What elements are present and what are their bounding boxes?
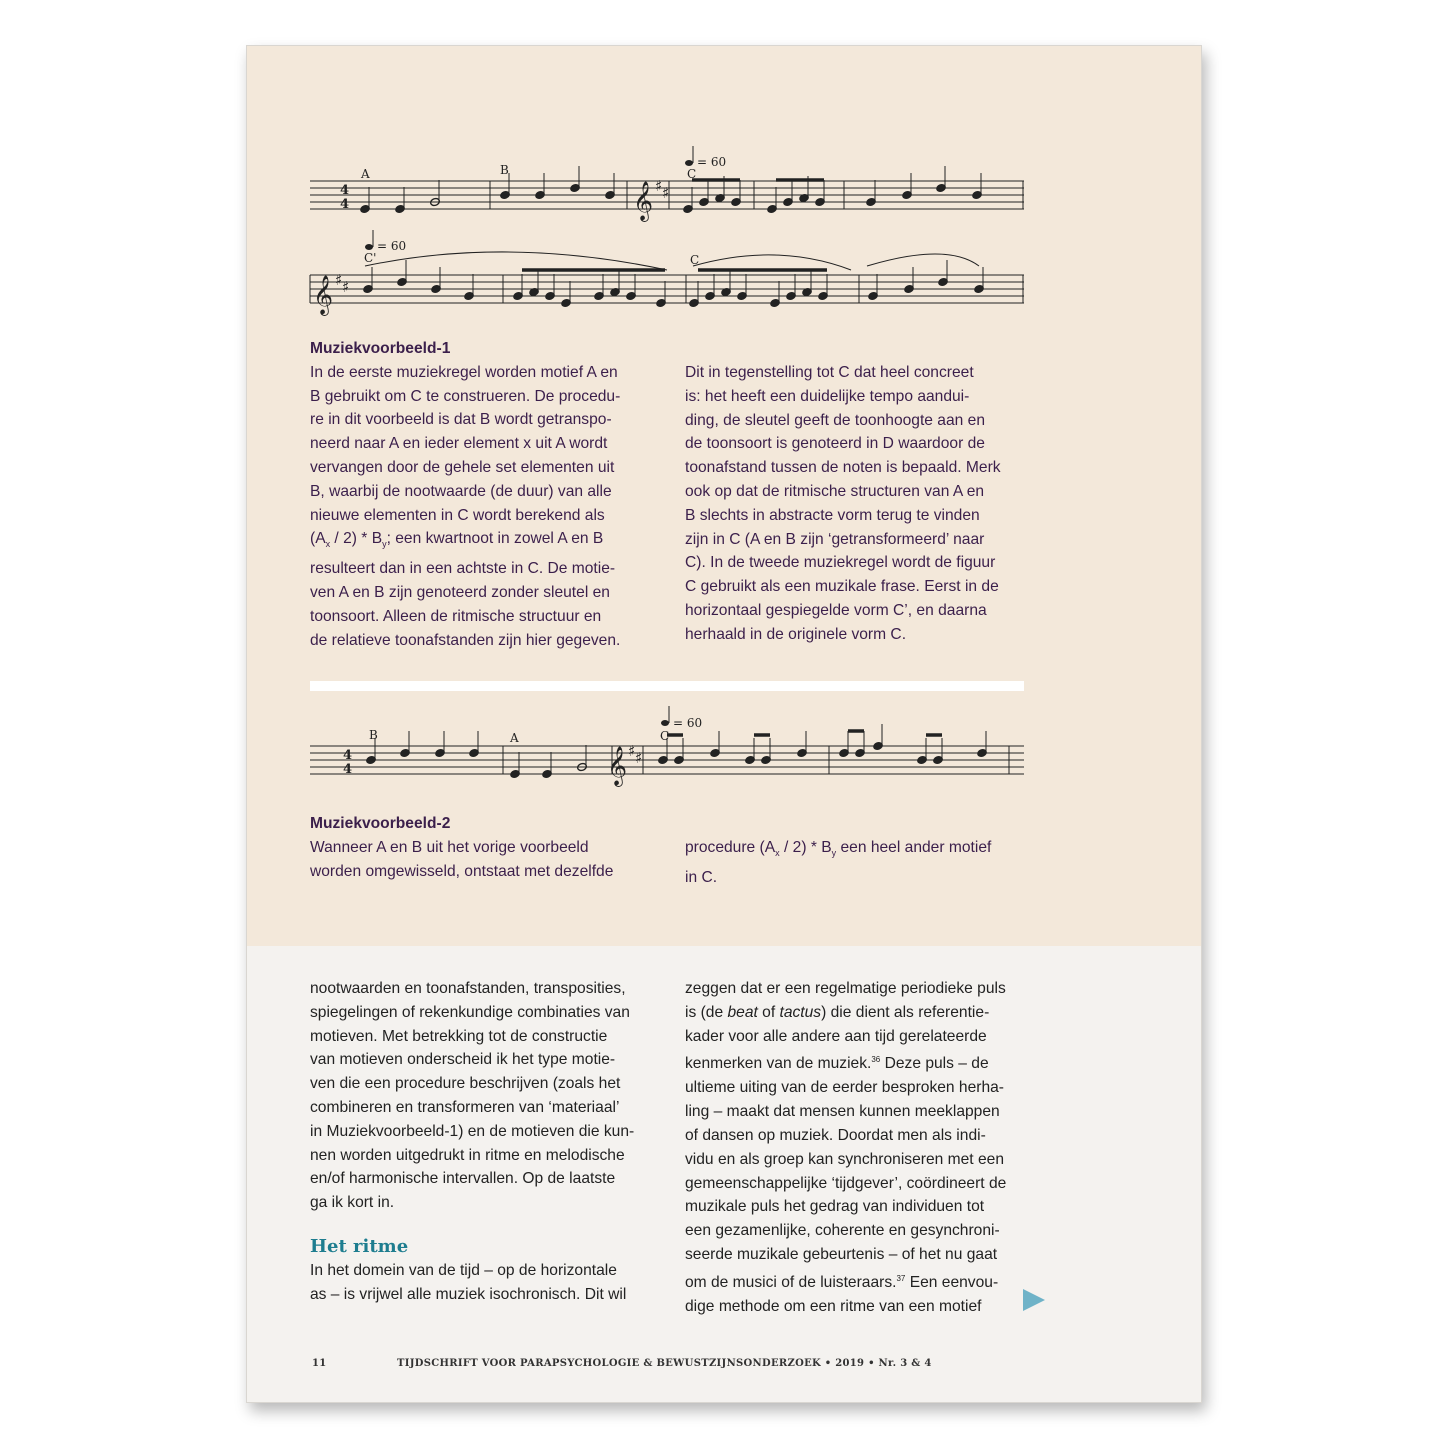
text-line: herhaald in de originele vorm C.	[685, 625, 907, 643]
text-line: ook op dat de ritmische structuren van A en	[685, 482, 985, 500]
continue-arrow-icon	[1023, 1289, 1045, 1311]
text-line: gemeenschappelijke ‘tijdgever’, coördineert de	[685, 1174, 1007, 1192]
example1-col1	[310, 337, 655, 652]
treble-clef-icon: 𝄞	[633, 181, 654, 221]
text-line: as – is vrijwel alle muziek isochronisch. Dit wil	[310, 1285, 627, 1303]
staff-row-2	[310, 252, 1024, 303]
text-line: In het domein van de tijd – op de horizontale	[310, 1261, 617, 1279]
motif-label: B	[500, 163, 509, 177]
motif-label: C	[690, 253, 700, 267]
text-line: B slechts in abstracte vorm terug te vinden	[685, 506, 980, 524]
motif-label: C	[687, 167, 697, 181]
text-line: in Muziekvoorbeeld-1) en de motieven die kun-	[310, 1122, 635, 1140]
text-line: nen worden uitgedrukt in ritme en melodische	[310, 1146, 625, 1164]
text-line: om de musici of de luisteraars.$^{37}$ Een eenvou-	[685, 1273, 999, 1291]
example1-caption: Muziekvoorbeeld-1	[310, 340, 451, 357]
text-line: Dit in tegenstelling tot C dat heel concreet	[685, 364, 974, 381]
treble-clef-icon: 𝄞	[607, 746, 628, 786]
example2-col1	[310, 812, 655, 883]
time-sig-top-3: 4	[343, 748, 353, 763]
text-line: C gebruikt als een muzikale frase. Eerst in de	[685, 578, 999, 596]
text-line: toonsoort. Alleen de ritmische structuur en	[310, 607, 602, 625]
text-line: resulteert dan in een achtste in C. De motie-	[310, 560, 616, 578]
text-line: spiegelingen of rekenkundige combinaties van	[310, 1003, 630, 1021]
body-col2	[685, 977, 1030, 1319]
example-box	[247, 46, 1201, 946]
text-line: ven die een procedure beschrijven (zoals het	[310, 1075, 621, 1093]
text-line: ultieme uiting van de eerder besproken herha-	[685, 1079, 1005, 1097]
sharp-icon: ♯	[628, 742, 636, 760]
text-line: Wanneer A en B uit het vorige voorbeeld	[310, 838, 589, 856]
tempo-mark: = 60	[673, 716, 703, 730]
tempo-mark: = 60	[377, 239, 407, 253]
journal-footer: TIJDSCHRIFT VOOR PARAPSYCHOLOGIE & BEWUSTZIJNSONDERZOEK • 2019 • Nr. 3 & 4	[397, 1358, 932, 1369]
text-line: procedure $(A_x / 2) * B_y$ een heel ander motief	[685, 839, 992, 859]
text-line: B, waarbij de nootwaarde (de duur) van alle	[310, 482, 612, 500]
text-line: combineren en transformeren van ‘materiaal’	[310, 1098, 620, 1116]
text-line: kenmerken van de muziek.$^{36}$ Deze puls – de	[685, 1055, 989, 1073]
text-line: de relatieve toonafstanden zijn hier gegeven.	[310, 631, 621, 649]
example2-caption: Muziekvoorbeeld-2	[310, 815, 451, 832]
motif-label: B	[369, 728, 378, 742]
sharp-icon: ♯	[335, 271, 343, 289]
example2-col2	[685, 836, 1030, 890]
text-line: neerd naar A en ieder element x uit A wordt	[310, 435, 608, 453]
text-line: ding, de sleutel geeft de toonhoogte aan en	[685, 411, 985, 429]
time-sig-bottom-3: 4	[343, 762, 353, 777]
motif-label: A	[510, 731, 519, 745]
motif-label: C	[660, 729, 670, 743]
time-sig-bottom-1: 4	[340, 197, 350, 212]
text-line: worden omgewisseld, ontstaat met dezelfde	[310, 862, 614, 880]
magazine-page	[246, 45, 1202, 1403]
text-line: zijn in C (A en B zijn ‘getransformeerd’ naar	[685, 530, 985, 548]
text-line: motieven. Met betrekking tot de constructie	[310, 1027, 608, 1045]
motif-label: A	[361, 167, 370, 181]
treble-clef-icon: 𝄞	[313, 275, 334, 315]
text-line: muzikale puls het gedrag van individuen tot	[685, 1198, 985, 1216]
text-line: dige methode om een ritme van een motief	[685, 1297, 982, 1315]
text-line: toonafstand tussen de noten is bepaald. Merk	[685, 459, 1001, 477]
text-line: zeggen dat er een regelmatige periodieke puls	[685, 980, 1006, 997]
sharp-icon: ♯	[662, 184, 670, 202]
text-line: B gebruikt om C te construeren. De procedu-	[310, 387, 621, 405]
text-line: vidu en als groep kan synchroniseren met een	[685, 1150, 1004, 1168]
tempo-mark: = 60	[697, 155, 727, 169]
text-line: of dansen op muziek. Doordat men als indi-	[685, 1126, 986, 1144]
text-line: de toonsoort is genoteerd in D waardoor de	[685, 435, 985, 453]
text-line: van motieven onderscheid ik het type motie-	[310, 1051, 616, 1069]
text-line: nieuwe elementen in C wordt berekend als	[310, 506, 605, 524]
text-line: seerde muzikale gebeurtenis – of het nu gaat	[685, 1245, 998, 1263]
page-number: 11	[312, 1358, 327, 1369]
text-line: $(A_x / 2) * B_y$; een kwartnoot in zowel A en B	[310, 530, 604, 550]
divider	[310, 681, 1024, 691]
sharp-icon: ♯	[635, 749, 643, 767]
text-line: vervangen door de gehele set elementen uit	[310, 458, 615, 476]
body-col1	[310, 977, 655, 1307]
text-line: is (de beat of tactus) die dient als referentie-	[685, 1003, 990, 1021]
text-line: ling – maakt dat mensen kunnen meeklappen	[685, 1103, 1000, 1121]
text-line: In de eerste muziekregel worden motief A en	[310, 363, 618, 381]
text-line: nootwaarden en toonafstanden, transposities,	[310, 980, 626, 997]
example1-col2	[685, 361, 1030, 647]
text-line: en/of harmonische intervallen. Op de laatste	[310, 1170, 616, 1188]
motif-label: C'	[364, 251, 377, 265]
sharp-icon: ♯	[342, 278, 350, 296]
text-line: ga ik kort in.	[310, 1194, 395, 1212]
section-heading: Het ritme	[310, 1235, 409, 1257]
text-line: re in dit voorbeeld is dat B wordt getranspo-	[310, 411, 612, 429]
text-line: is: het heeft een duidelijke tempo aandui-	[685, 387, 970, 405]
text-line: een gezamenlijke, coherente en gesynchroni-	[685, 1222, 1000, 1240]
time-sig-top-1: 4	[340, 183, 350, 198]
text-line: horizontaal gespiegelde vorm C’, en daarna	[685, 601, 987, 619]
text-line: ven A en B zijn genoteerd zonder sleutel en	[310, 584, 610, 602]
text-line: kader voor alle andere aan tijd gerelateerde	[685, 1027, 987, 1045]
text-line: C). In de tweede muziekregel wordt de figuur	[685, 554, 996, 572]
text-line: in C.	[685, 868, 718, 886]
sharp-icon: ♯	[655, 177, 663, 195]
